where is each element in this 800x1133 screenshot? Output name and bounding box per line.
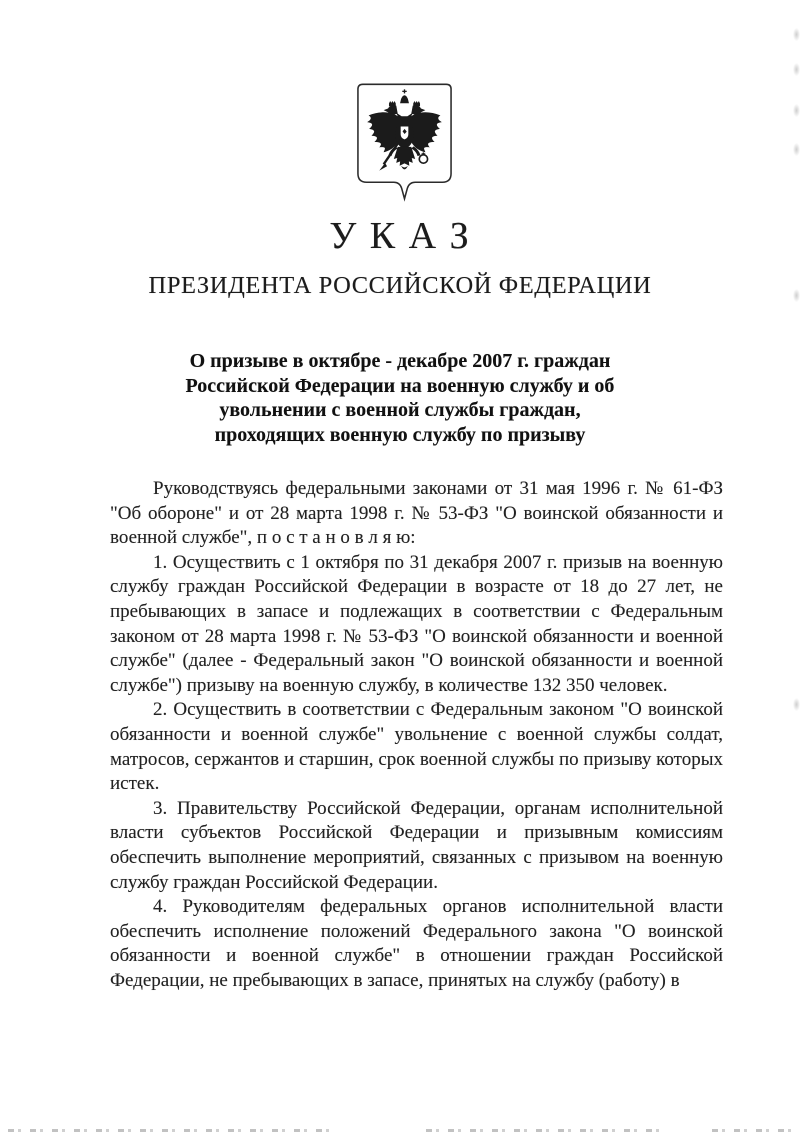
decree-paragraph: 2. Осуществить в соответствии с Федеральным законом "О воинской обязанности и военной службе" увольнение с военной службы солдат, матросов, сержантов и старшин, срок военной службы по призыву которых истек. [110,699,723,795]
decree-subject-line: проходящих военную службу по призыву [214,423,586,446]
decree-issuer: ПРЕЗИДЕНТА РОССИЙСКОЙ ФЕДЕРАЦИИ [148,272,652,299]
coat-of-arms-svg [356,82,453,203]
scan-artifact [793,143,800,156]
decree-title: У К А З [329,215,471,257]
decree-body [110,477,723,993]
decree-paragraph: 4. Руководителям федеральных органов исполнительной власти обеспечить исполнение положений Федерального закона "О воинской обязанности и военной службе" в отношении граждан Российской Федерации, не пребывающих в запасе, принятых на службу (работу) в [110,896,723,991]
decree-paragraph: Руководствуясь федеральными законами от 31 мая 1996 г. № 61-ФЗ "Об обороне" и от 28 марта 1998 г. № 53-ФЗ "О воинской обязанности и военной службе", п о с т а н о в л я ю: [110,478,723,549]
scan-artifact [793,289,800,302]
coat-of-arms-icon [356,82,453,203]
scan-artifact [793,698,800,711]
scan-artifact [793,28,800,41]
decree-subject-line: увольнении с военной службы граждан, [219,399,581,421]
decree-subject [0,349,800,447]
decree-paragraph: 3. Правительству Российской Федерации, органам исполнительной власти субъектов Российской Федерации и призывным комиссиям обеспечить выполнение мероприятий, связанных с призывом на военную службу граждан Российской Федерации. [110,797,723,893]
decree-paragraph: 1. Осуществить с 1 октября по 31 декабря 2007 г. призыв на военную службу граждан Российской Федерации в возрасте от 18 до 27 лет, не пребывающих в запасе и подлежащих в соответствии с Федеральным законом от 28 марта 1998 г. № 53-ФЗ "О воинской обязанности и военной службе" (далее - Федеральный закон "О воинской обязанности и военной службе") призыву на военную службу, в количестве 132 350 человек. [110,551,723,696]
scan-artifact [793,104,800,117]
decree-subject-line: О призыве в октябре - декабре 2007 г. граждан [189,350,611,372]
decree-subject-line: Российской Федерации на военную службу и об [185,374,615,397]
scan-artifact [793,63,800,76]
scan-artifact [660,1128,710,1133]
scan-artifact [330,1128,420,1133]
